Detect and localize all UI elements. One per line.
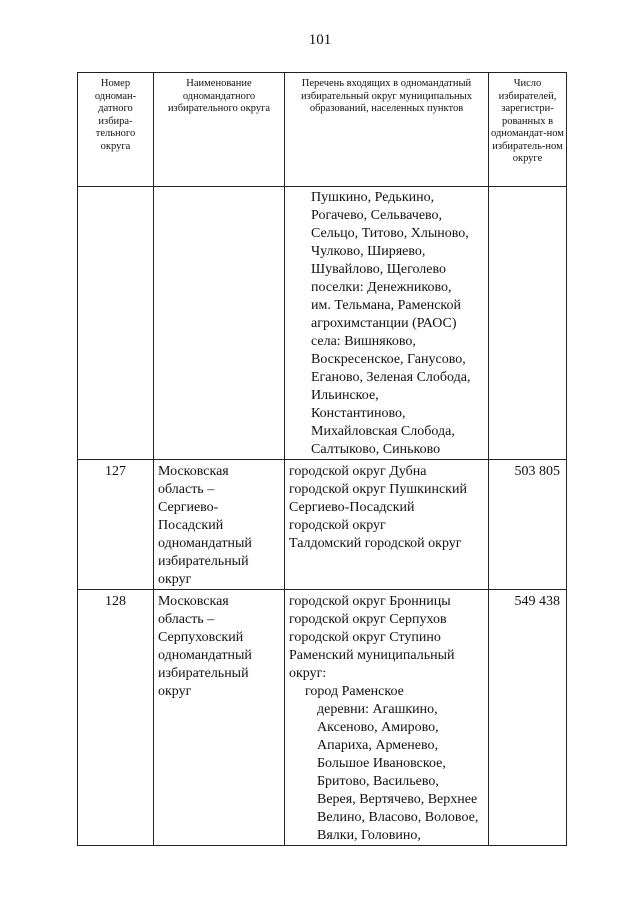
cell-district-number xyxy=(78,590,154,846)
list-line: городской округ Дубна xyxy=(289,464,427,479)
list-line: Константиново, xyxy=(311,406,406,421)
table-row-continuation xyxy=(78,187,567,460)
list-sub-line: город Раменское xyxy=(305,684,404,699)
name-line: Серпуховский xyxy=(158,630,244,645)
list-line: городской округ Бронницы xyxy=(289,594,451,609)
list-line: Салтыково, Синьково xyxy=(311,442,441,457)
list-line: Раменский муниципальный xyxy=(289,648,455,663)
name-line: округ xyxy=(158,684,192,699)
cell-municipalities xyxy=(285,460,489,590)
list-line: Чулково, Ширяево, xyxy=(311,244,426,259)
cell-list-continuation xyxy=(285,187,489,460)
cell-municipalities xyxy=(285,590,489,846)
list-line: городской округ Пушкинский xyxy=(289,482,467,497)
cell-voters xyxy=(489,590,567,846)
list-sub-line: Аксеново, Амирово, xyxy=(317,720,439,735)
district-number: 127 xyxy=(105,464,126,479)
list-line: городской округ Ступино xyxy=(289,630,441,645)
voters-count: 549 438 xyxy=(514,594,560,609)
header-municipalities-list: Перечень входящих в одномандатный избирательный округ муниципальных образований, населенных пунктов xyxy=(285,73,489,187)
list-line: Рогачево, Сельвачево, xyxy=(311,208,443,223)
header-district-number: Номер одноман-датного избира-тельного округа xyxy=(78,73,154,187)
list-sub-line: Велино, Власово, Воловое, xyxy=(317,810,479,825)
list-line: Ильинское, xyxy=(311,388,379,403)
page-number: 101 xyxy=(308,32,332,48)
list-line: Сергиево-Посадский xyxy=(289,500,415,515)
voters-count: 503 805 xyxy=(514,464,560,479)
name-line: округ xyxy=(158,572,192,587)
list-line: села: Вишняково, xyxy=(311,334,416,349)
name-line: Московская xyxy=(158,464,229,479)
table-row xyxy=(78,590,567,846)
list-line: городской округ Серпухов xyxy=(289,612,447,627)
districts-table xyxy=(77,72,567,846)
list-line: Еганово, Зеленая Слобода, xyxy=(311,370,471,385)
name-line: Московская xyxy=(158,594,229,609)
cell-number-empty xyxy=(78,187,154,460)
name-line: область – xyxy=(158,612,215,627)
list-sub-line: Большое Ивановское, xyxy=(317,756,446,771)
cell-district-number xyxy=(78,460,154,590)
list-sub-line: Вялки, Головино, xyxy=(317,828,421,843)
list-line: Сельцо, Титово, Хлыново, xyxy=(311,226,469,241)
name-line: одномандатный xyxy=(158,536,252,551)
list-line: поселки: Денежниково, xyxy=(311,280,452,295)
name-line: избирательный xyxy=(158,666,249,681)
list-line: Шувайлово, Щеголево xyxy=(311,262,447,277)
table-row xyxy=(78,460,567,590)
list-sub-line: деревни: Агашкино, xyxy=(317,702,438,717)
list-line: им. Тельмана, Раменской xyxy=(311,298,462,313)
cell-district-name xyxy=(154,460,285,590)
table-header-row xyxy=(78,73,567,187)
list-sub-line: Верея, Вертячево, Верхнее xyxy=(317,792,478,807)
header-district-name: Наименование одномандатного избирательного округа xyxy=(154,73,285,187)
name-line: Сергиево- xyxy=(158,500,219,515)
list-sub-line: Бритово, Васильево, xyxy=(317,774,439,789)
cell-voters-empty xyxy=(489,187,567,460)
list-line: округ: xyxy=(289,666,327,681)
list-line: агрохимстанции (РАОС) xyxy=(311,316,457,331)
list-line: городской округ xyxy=(289,518,386,533)
list-sub-line: Апариха, Арменево, xyxy=(317,738,439,753)
header-voters-count: Число избирателей, зарегистри-рованных в одномандат-ном избиратель-ном округе xyxy=(489,73,567,187)
cell-name-empty xyxy=(154,187,285,460)
cell-district-name xyxy=(154,590,285,846)
list-line: Воскресенское, Ганусово, xyxy=(311,352,466,367)
cell-voters xyxy=(489,460,567,590)
name-line: область – xyxy=(158,482,215,497)
name-line: избирательный xyxy=(158,554,249,569)
list-line: Талдомский городской округ xyxy=(289,536,462,551)
name-line: Посадский xyxy=(158,518,224,533)
name-line: одномандатный xyxy=(158,648,252,663)
district-number: 128 xyxy=(105,594,126,609)
list-line: Пушкино, Редькино, xyxy=(311,190,435,205)
list-line: Михайловская Слобода, xyxy=(311,424,455,439)
